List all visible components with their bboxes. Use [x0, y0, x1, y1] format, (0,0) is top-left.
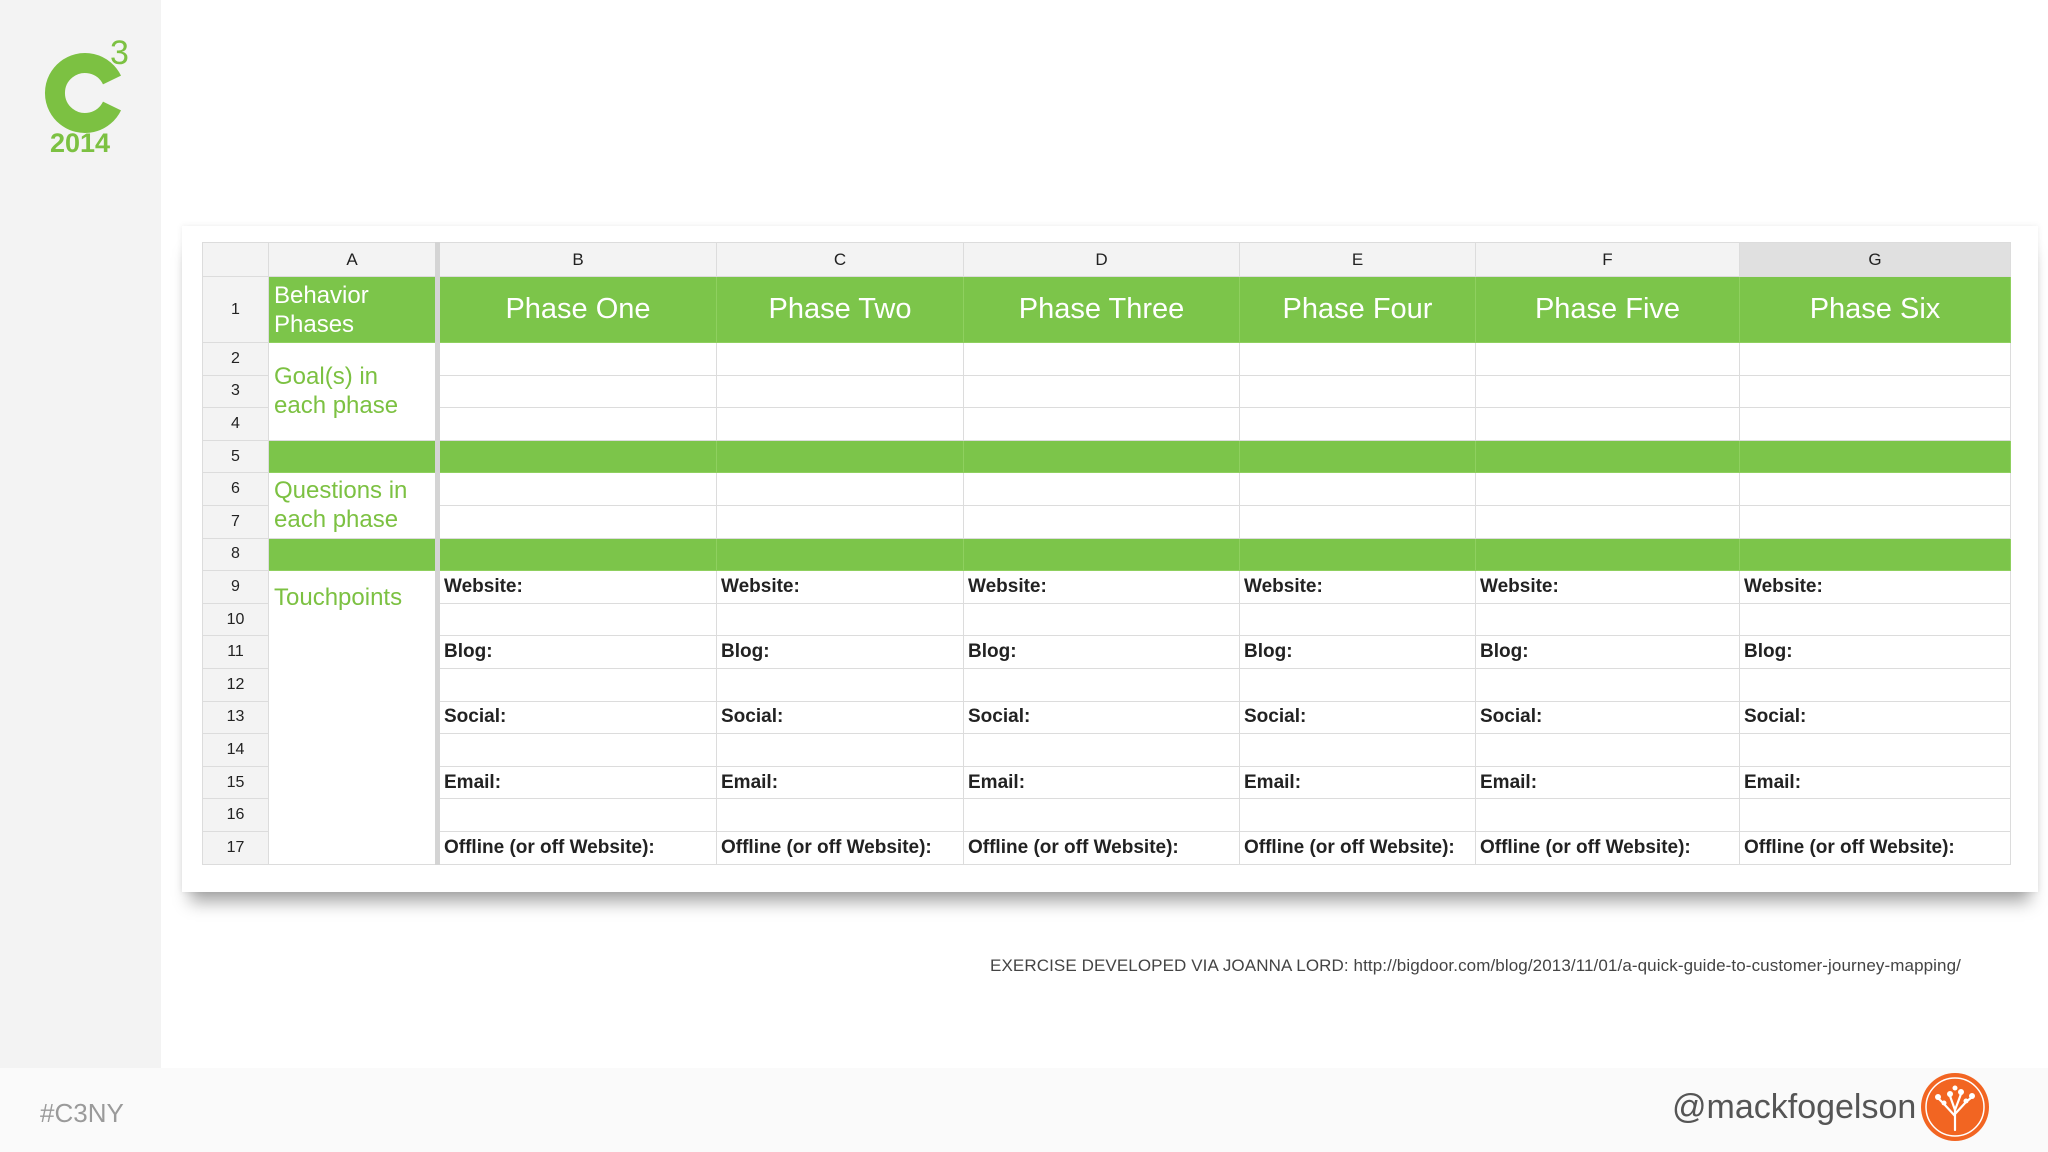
row-number[interactable]: 10: [203, 603, 269, 636]
row-number[interactable]: 3: [203, 375, 269, 408]
column-header-b[interactable]: B: [438, 243, 717, 277]
blog-cell[interactable]: Blog:: [438, 636, 717, 669]
cell[interactable]: [964, 440, 1240, 473]
cell[interactable]: [1476, 799, 1740, 832]
social-cell[interactable]: Social:: [1240, 701, 1476, 734]
cell[interactable]: [964, 473, 1240, 506]
cell[interactable]: [438, 473, 717, 506]
social-cell[interactable]: Social:: [1476, 701, 1740, 734]
row-number[interactable]: 1: [203, 277, 269, 343]
table-row-separator: [203, 538, 2011, 571]
email-cell[interactable]: Email:: [717, 766, 964, 799]
cell[interactable]: [1240, 799, 1476, 832]
blog-cell[interactable]: Blog:: [964, 636, 1240, 669]
row-number[interactable]: 17: [203, 831, 269, 864]
cell[interactable]: [1740, 538, 2011, 571]
cell[interactable]: [1240, 473, 1476, 506]
journey-map-spreadsheet: [202, 242, 2011, 865]
credit-caption: EXERCISE DEVELOPED VIA JOANNA LORD: http://bigdoor.com/blog/2013/11/01/a-quick-guide-to-customer-journey-mapping/: [990, 956, 1961, 975]
cell[interactable]: [964, 668, 1240, 701]
cell[interactable]: [1476, 668, 1740, 701]
cell[interactable]: [717, 538, 964, 571]
cell[interactable]: [964, 734, 1240, 767]
logo-superscript: 3: [110, 34, 129, 72]
cell[interactable]: [964, 375, 1240, 408]
table-row: [203, 766, 2011, 799]
cell[interactable]: [438, 375, 717, 408]
row-number[interactable]: 4: [203, 408, 269, 441]
table-row: [203, 734, 2011, 767]
cell[interactable]: [438, 668, 717, 701]
row-number[interactable]: 9: [203, 571, 269, 604]
table-row: [203, 375, 2011, 408]
social-cell[interactable]: Social:: [964, 701, 1240, 734]
cell[interactable]: [1740, 408, 2011, 441]
table-row: [203, 668, 2011, 701]
tree-avatar-icon: [1920, 1072, 1990, 1142]
cell[interactable]: [269, 538, 438, 571]
website-cell[interactable]: Website:: [1240, 571, 1476, 604]
cell[interactable]: [1476, 473, 1740, 506]
cell[interactable]: [1476, 408, 1740, 441]
phase-four-cell[interactable]: Phase Four: [1240, 277, 1476, 343]
phase-six-cell[interactable]: Phase Six: [1740, 277, 2011, 343]
behavior-phases-cell[interactable]: Behavior Phases: [269, 277, 438, 343]
touchpoints-label-cell[interactable]: Touchpoints: [269, 571, 438, 864]
cell[interactable]: [1740, 505, 2011, 538]
twitter-handle: @mackfogelson: [1672, 1088, 1917, 1126]
social-cell[interactable]: Social:: [1740, 701, 2011, 734]
cell[interactable]: [1476, 734, 1740, 767]
phase-five-cell[interactable]: Phase Five: [1476, 277, 1740, 343]
column-header-f[interactable]: F: [1476, 243, 1740, 277]
cell[interactable]: [964, 343, 1240, 376]
cell[interactable]: [964, 603, 1240, 636]
select-all-corner[interactable]: [203, 243, 269, 277]
cell[interactable]: [438, 538, 717, 571]
table-row: [203, 636, 2011, 669]
column-header-a[interactable]: A: [269, 243, 438, 277]
cell[interactable]: [1740, 734, 2011, 767]
offline-cell[interactable]: Offline (or off Website):: [1240, 831, 1476, 864]
email-cell[interactable]: Email:: [1476, 766, 1740, 799]
table-row: [203, 277, 2011, 343]
row-number[interactable]: 8: [203, 538, 269, 571]
table-row: [203, 408, 2011, 441]
email-cell[interactable]: Email:: [964, 766, 1240, 799]
cell[interactable]: [717, 408, 964, 441]
offline-cell[interactable]: Offline (or off Website):: [1740, 831, 2011, 864]
row-number[interactable]: 2: [203, 343, 269, 376]
cell[interactable]: [717, 473, 964, 506]
cell[interactable]: [717, 375, 964, 408]
table-row: [203, 603, 2011, 636]
cell[interactable]: [964, 538, 1240, 571]
row-number[interactable]: 12: [203, 668, 269, 701]
cell[interactable]: [964, 505, 1240, 538]
row-number[interactable]: 6: [203, 473, 269, 506]
website-cell[interactable]: Website:: [1476, 571, 1740, 604]
cell[interactable]: [717, 668, 964, 701]
cell[interactable]: [438, 343, 717, 376]
offline-cell[interactable]: Offline (or off Website):: [964, 831, 1240, 864]
hashtag-label: #C3NY: [40, 1098, 124, 1128]
cell[interactable]: [1240, 375, 1476, 408]
cell[interactable]: [1740, 375, 2011, 408]
cell[interactable]: [1240, 538, 1476, 571]
cell[interactable]: [717, 603, 964, 636]
website-cell[interactable]: Website:: [1740, 571, 2011, 604]
cell[interactable]: [964, 408, 1240, 441]
cell[interactable]: [1240, 505, 1476, 538]
table-row: [203, 505, 2011, 538]
row-number[interactable]: 15: [203, 766, 269, 799]
phase-one-cell[interactable]: Phase One: [438, 277, 717, 343]
phase-two-cell[interactable]: Phase Two: [717, 277, 964, 343]
cell[interactable]: [1740, 668, 2011, 701]
cell[interactable]: [1476, 603, 1740, 636]
offline-cell[interactable]: Offline (or off Website):: [438, 831, 717, 864]
cell[interactable]: [1740, 603, 2011, 636]
blog-cell[interactable]: Blog:: [717, 636, 964, 669]
website-cell[interactable]: Website:: [964, 571, 1240, 604]
table-row: [203, 799, 2011, 832]
email-cell[interactable]: Email:: [1740, 766, 2011, 799]
cell[interactable]: [1740, 799, 2011, 832]
cell[interactable]: [717, 799, 964, 832]
row-number[interactable]: 16: [203, 799, 269, 832]
row-number[interactable]: 7: [203, 505, 269, 538]
column-header-g[interactable]: G: [1740, 243, 2011, 277]
cell[interactable]: [269, 440, 438, 473]
offline-cell[interactable]: Offline (or off Website):: [1476, 831, 1740, 864]
cell[interactable]: [438, 408, 717, 441]
cell[interactable]: [438, 799, 717, 832]
cell[interactable]: [1476, 343, 1740, 376]
blog-cell[interactable]: Blog:: [1476, 636, 1740, 669]
table-row: [203, 343, 2011, 376]
cell[interactable]: [1240, 440, 1476, 473]
cell[interactable]: [1476, 505, 1740, 538]
cell[interactable]: [438, 440, 717, 473]
email-cell[interactable]: Email:: [438, 766, 717, 799]
website-cell[interactable]: Website:: [438, 571, 717, 604]
table-row: [203, 571, 2011, 604]
cell[interactable]: [1476, 538, 1740, 571]
social-cell[interactable]: Social:: [438, 701, 717, 734]
cell[interactable]: [438, 603, 717, 636]
row-number[interactable]: 13: [203, 701, 269, 734]
blog-cell[interactable]: Blog:: [1240, 636, 1476, 669]
cell[interactable]: [1476, 440, 1740, 473]
column-header-d[interactable]: D: [964, 243, 1240, 277]
cell[interactable]: [1740, 343, 2011, 376]
cell[interactable]: [438, 505, 717, 538]
cell[interactable]: [1240, 734, 1476, 767]
cell[interactable]: [717, 505, 964, 538]
cell[interactable]: [1240, 603, 1476, 636]
cell[interactable]: [1740, 440, 2011, 473]
column-header-e[interactable]: E: [1240, 243, 1476, 277]
logo-year: 2014: [50, 128, 111, 158]
cell[interactable]: [717, 343, 964, 376]
website-cell[interactable]: Website:: [717, 571, 964, 604]
cell[interactable]: [717, 440, 964, 473]
cell[interactable]: [1240, 343, 1476, 376]
cell[interactable]: [1240, 668, 1476, 701]
column-header-c[interactable]: C: [717, 243, 964, 277]
offline-cell[interactable]: Offline (or off Website):: [717, 831, 964, 864]
cell[interactable]: [1476, 375, 1740, 408]
cell[interactable]: [438, 734, 717, 767]
table-row-separator: [203, 440, 2011, 473]
cell[interactable]: [1740, 473, 2011, 506]
table-row: [203, 701, 2011, 734]
email-cell[interactable]: Email:: [1240, 766, 1476, 799]
column-header-row: [203, 243, 2011, 277]
phase-three-cell[interactable]: Phase Three: [964, 277, 1240, 343]
cell[interactable]: [964, 799, 1240, 832]
goals-label-cell[interactable]: Goal(s) in each phase: [269, 343, 438, 441]
blog-cell[interactable]: Blog:: [1740, 636, 2011, 669]
table-row: [203, 831, 2011, 864]
questions-label-cell[interactable]: Questions in each phase: [269, 473, 438, 538]
social-cell[interactable]: Social:: [717, 701, 964, 734]
cell[interactable]: [717, 734, 964, 767]
row-number[interactable]: 14: [203, 734, 269, 767]
row-number[interactable]: 5: [203, 440, 269, 473]
cell[interactable]: [1240, 408, 1476, 441]
table-row: [203, 473, 2011, 506]
row-number[interactable]: 11: [203, 636, 269, 669]
